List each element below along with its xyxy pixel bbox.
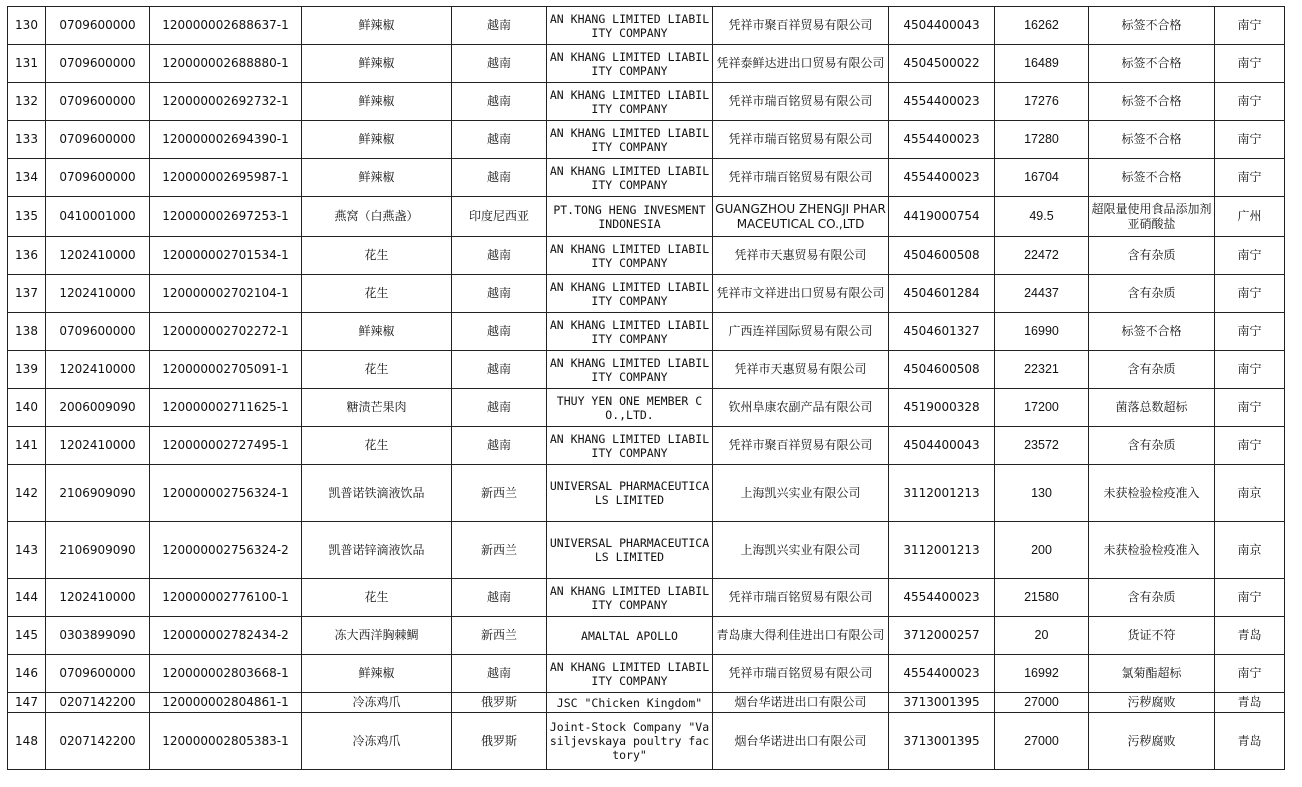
declaration-number-cell: 120000002702272-1: [150, 313, 302, 351]
importer-code-cell: 4504400043: [889, 7, 995, 45]
row-number-cell: 148: [8, 713, 46, 770]
product-name-cell: 花生: [302, 427, 452, 465]
row-number-cell: 142: [8, 465, 46, 522]
importer-name-cell: 凭祥市瑞百铭贸易有限公司: [713, 655, 889, 693]
origin-country-cell: 越南: [452, 579, 547, 617]
weight-cell: 23572: [995, 427, 1089, 465]
product-name-cell: 凯普诺铁滴液饮品: [302, 465, 452, 522]
reason-cell: 含有杂质: [1089, 275, 1215, 313]
importer-name-cell: 凭祥泰鲜达进出口贸易有限公司: [713, 45, 889, 83]
reason-cell: 含有杂质: [1089, 351, 1215, 389]
foreign-company-cell: AN KHANG LIMITED LIABILITY COMPANY: [547, 83, 713, 121]
reason-cell: 标签不合格: [1089, 121, 1215, 159]
product-name-cell: 花生: [302, 351, 452, 389]
port-cell: 南宁: [1215, 351, 1285, 389]
reason-cell: 未获检验检疫准入: [1089, 465, 1215, 522]
table-row: [8, 427, 1285, 465]
weight-cell: 20: [995, 617, 1089, 655]
weight-cell: 130: [995, 465, 1089, 522]
origin-country-cell: 越南: [452, 83, 547, 121]
origin-country-cell: 俄罗斯: [452, 713, 547, 770]
port-cell: 南京: [1215, 522, 1285, 579]
importer-name-cell: 青岛康大得利佳进出口有限公司: [713, 617, 889, 655]
reason-cell: 含有杂质: [1089, 237, 1215, 275]
weight-cell: 16992: [995, 655, 1089, 693]
product-name-cell: 花生: [302, 237, 452, 275]
importer-name-cell: 凭祥市瑞百铭贸易有限公司: [713, 83, 889, 121]
product-name-cell: 花生: [302, 579, 452, 617]
declaration-number-cell: 120000002688637-1: [150, 7, 302, 45]
origin-country-cell: 越南: [452, 237, 547, 275]
declaration-number-cell: 120000002727495-1: [150, 427, 302, 465]
origin-country-cell: 越南: [452, 121, 547, 159]
port-cell: 南宁: [1215, 427, 1285, 465]
port-cell: 南宁: [1215, 275, 1285, 313]
importer-code-cell: 3713001395: [889, 713, 995, 770]
row-number-cell: 145: [8, 617, 46, 655]
reason-cell: 污秽腐败: [1089, 713, 1215, 770]
table-row: [8, 655, 1285, 693]
foreign-company-cell: AN KHANG LIMITED LIABILITY COMPANY: [547, 655, 713, 693]
foreign-company-cell: JSC "Chicken Kingdom": [547, 693, 713, 713]
importer-code-cell: 4504600508: [889, 237, 995, 275]
hs-code-cell: 1202410000: [46, 351, 150, 389]
importer-name-cell: 凭祥市瑞百铭贸易有限公司: [713, 121, 889, 159]
product-name-cell: 糖渍芒果肉: [302, 389, 452, 427]
table-row: [8, 389, 1285, 427]
product-name-cell: 鲜辣椒: [302, 313, 452, 351]
weight-cell: 16489: [995, 45, 1089, 83]
port-cell: 南宁: [1215, 159, 1285, 197]
port-cell: 南京: [1215, 465, 1285, 522]
importer-name-cell: 凭祥市聚百祥贸易有限公司: [713, 7, 889, 45]
importer-code-cell: 3112001213: [889, 465, 995, 522]
importer-name-cell: 上海凯兴实业有限公司: [713, 465, 889, 522]
importer-code-cell: 4504500022: [889, 45, 995, 83]
port-cell: 南宁: [1215, 83, 1285, 121]
table-row: [8, 351, 1285, 389]
origin-country-cell: 印度尼西亚: [452, 197, 547, 237]
foreign-company-cell: AN KHANG LIMITED LIABILITY COMPANY: [547, 45, 713, 83]
product-name-cell: 凯普诺锌滴液饮品: [302, 522, 452, 579]
importer-name-cell: 凭祥市天惠贸易有限公司: [713, 237, 889, 275]
declaration-number-cell: 120000002776100-1: [150, 579, 302, 617]
reason-cell: 含有杂质: [1089, 427, 1215, 465]
port-cell: 南宁: [1215, 389, 1285, 427]
product-name-cell: 鲜辣椒: [302, 121, 452, 159]
weight-cell: 49.5: [995, 197, 1089, 237]
declaration-number-cell: 120000002756324-1: [150, 465, 302, 522]
importer-name-cell: 凭祥市瑞百铭贸易有限公司: [713, 579, 889, 617]
declaration-number-cell: 120000002692732-1: [150, 83, 302, 121]
hs-code-cell: 1202410000: [46, 275, 150, 313]
hs-code-cell: 0709600000: [46, 83, 150, 121]
foreign-company-cell: THUY YEN ONE MEMBER CO.,LTD.: [547, 389, 713, 427]
table-row: [8, 159, 1285, 197]
weight-cell: 16704: [995, 159, 1089, 197]
port-cell: 南宁: [1215, 121, 1285, 159]
reason-cell: 氯菊酯超标: [1089, 655, 1215, 693]
importer-code-cell: 3712000257: [889, 617, 995, 655]
importer-name-cell: 凭祥市聚百祥贸易有限公司: [713, 427, 889, 465]
declaration-number-cell: 120000002756324-2: [150, 522, 302, 579]
foreign-company-cell: AMALTAL APOLLO: [547, 617, 713, 655]
row-number-cell: 139: [8, 351, 46, 389]
declaration-number-cell: 120000002782434-2: [150, 617, 302, 655]
declaration-number-cell: 120000002697253-1: [150, 197, 302, 237]
foreign-company-cell: AN KHANG LIMITED LIABILITY COMPANY: [547, 275, 713, 313]
foreign-company-cell: AN KHANG LIMITED LIABILITY COMPANY: [547, 313, 713, 351]
product-name-cell: 燕窝（白燕盏）: [302, 197, 452, 237]
table-row: [8, 579, 1285, 617]
origin-country-cell: 越南: [452, 655, 547, 693]
origin-country-cell: 越南: [452, 351, 547, 389]
reason-cell: 未获检验检疫准入: [1089, 522, 1215, 579]
product-name-cell: 冷冻鸡爪: [302, 713, 452, 770]
importer-code-cell: 3713001395: [889, 693, 995, 713]
importer-name-cell: 凭祥市瑞百铭贸易有限公司: [713, 159, 889, 197]
importer-name-cell: 上海凯兴实业有限公司: [713, 522, 889, 579]
port-cell: 南宁: [1215, 237, 1285, 275]
reason-cell: 标签不合格: [1089, 313, 1215, 351]
origin-country-cell: 越南: [452, 275, 547, 313]
row-number-cell: 135: [8, 197, 46, 237]
hs-code-cell: 0709600000: [46, 121, 150, 159]
reason-cell: 标签不合格: [1089, 159, 1215, 197]
port-cell: 青岛: [1215, 693, 1285, 713]
hs-code-cell: 0709600000: [46, 313, 150, 351]
origin-country-cell: 越南: [452, 7, 547, 45]
row-number-cell: 144: [8, 579, 46, 617]
origin-country-cell: 越南: [452, 45, 547, 83]
port-cell: 青岛: [1215, 617, 1285, 655]
table-row: [8, 275, 1285, 313]
foreign-company-cell: AN KHANG LIMITED LIABILITY COMPANY: [547, 121, 713, 159]
row-number-cell: 130: [8, 7, 46, 45]
importer-code-cell: 4504601327: [889, 313, 995, 351]
row-number-cell: 134: [8, 159, 46, 197]
foreign-company-cell: AN KHANG LIMITED LIABILITY COMPANY: [547, 7, 713, 45]
foreign-company-cell: Joint-Stock Company "Vasiljevskaya poultry factory": [547, 713, 713, 770]
row-number-cell: 147: [8, 693, 46, 713]
origin-country-cell: 新西兰: [452, 522, 547, 579]
hs-code-cell: 0709600000: [46, 655, 150, 693]
hs-code-cell: 0207142200: [46, 713, 150, 770]
row-number-cell: 133: [8, 121, 46, 159]
product-name-cell: 鲜辣椒: [302, 655, 452, 693]
foreign-company-cell: PT.TONG HENG INVESMENT INDONESIA: [547, 197, 713, 237]
hs-code-cell: 0709600000: [46, 159, 150, 197]
row-number-cell: 146: [8, 655, 46, 693]
product-name-cell: 冷冻鸡爪: [302, 693, 452, 713]
row-number-cell: 138: [8, 313, 46, 351]
weight-cell: 16262: [995, 7, 1089, 45]
weight-cell: 27000: [995, 693, 1089, 713]
product-name-cell: 鲜辣椒: [302, 45, 452, 83]
declaration-number-cell: 120000002805383-1: [150, 713, 302, 770]
port-cell: 南宁: [1215, 45, 1285, 83]
importer-name-cell: GUANGZHOU ZHENGJI PHARMACEUTICAL CO.,LTD: [713, 197, 889, 237]
table-row: [8, 465, 1285, 522]
importer-code-cell: 4554400023: [889, 579, 995, 617]
declaration-number-cell: 120000002711625-1: [150, 389, 302, 427]
foreign-company-cell: UNIVERSAL PHARMACEUTICALS LIMITED: [547, 522, 713, 579]
reason-cell: 污秽腐败: [1089, 693, 1215, 713]
importer-code-cell: 4504400043: [889, 427, 995, 465]
declaration-number-cell: 120000002701534-1: [150, 237, 302, 275]
importer-name-cell: 钦州阜康农副产品有限公司: [713, 389, 889, 427]
product-name-cell: 花生: [302, 275, 452, 313]
foreign-company-cell: AN KHANG LIMITED LIABILITY COMPANY: [547, 159, 713, 197]
port-cell: 南宁: [1215, 7, 1285, 45]
declaration-number-cell: 120000002804861-1: [150, 693, 302, 713]
row-number-cell: 131: [8, 45, 46, 83]
reason-cell: 标签不合格: [1089, 7, 1215, 45]
importer-code-cell: 4504600508: [889, 351, 995, 389]
weight-cell: 16990: [995, 313, 1089, 351]
product-name-cell: 鲜辣椒: [302, 7, 452, 45]
foreign-company-cell: AN KHANG LIMITED LIABILITY COMPANY: [547, 237, 713, 275]
declaration-number-cell: 120000002688880-1: [150, 45, 302, 83]
importer-code-cell: 4554400023: [889, 159, 995, 197]
importer-code-cell: 4554400023: [889, 655, 995, 693]
origin-country-cell: 越南: [452, 389, 547, 427]
importer-name-cell: 凭祥市文祥进出口贸易有限公司: [713, 275, 889, 313]
table-row: [8, 522, 1285, 579]
weight-cell: 17276: [995, 83, 1089, 121]
weight-cell: 22472: [995, 237, 1089, 275]
importer-code-cell: 3112001213: [889, 522, 995, 579]
hs-code-cell: 2106909090: [46, 522, 150, 579]
port-cell: 广州: [1215, 197, 1285, 237]
importer-name-cell: 烟台华诺进出口有限公司: [713, 693, 889, 713]
row-number-cell: 140: [8, 389, 46, 427]
reason-cell: 标签不合格: [1089, 45, 1215, 83]
table-row: [8, 313, 1285, 351]
weight-cell: 21580: [995, 579, 1089, 617]
origin-country-cell: 越南: [452, 313, 547, 351]
declaration-number-cell: 120000002705091-1: [150, 351, 302, 389]
row-number-cell: 143: [8, 522, 46, 579]
declaration-number-cell: 120000002695987-1: [150, 159, 302, 197]
port-cell: 南宁: [1215, 579, 1285, 617]
weight-cell: 17200: [995, 389, 1089, 427]
declaration-number-cell: 120000002803668-1: [150, 655, 302, 693]
table-row: [8, 7, 1285, 45]
row-number-cell: 137: [8, 275, 46, 313]
reason-cell: 标签不合格: [1089, 83, 1215, 121]
hs-code-cell: 2106909090: [46, 465, 150, 522]
weight-cell: 17280: [995, 121, 1089, 159]
hs-code-cell: 0303899090: [46, 617, 150, 655]
weight-cell: 200: [995, 522, 1089, 579]
hs-code-cell: 0207142200: [46, 693, 150, 713]
foreign-company-cell: AN KHANG LIMITED LIABILITY COMPANY: [547, 579, 713, 617]
hs-code-cell: 0709600000: [46, 7, 150, 45]
table-row: [8, 713, 1285, 770]
hs-code-cell: 2006009090: [46, 389, 150, 427]
product-name-cell: 鲜辣椒: [302, 83, 452, 121]
importer-name-cell: 广西连祥国际贸易有限公司: [713, 313, 889, 351]
weight-cell: 22321: [995, 351, 1089, 389]
importer-code-cell: 4504601284: [889, 275, 995, 313]
table-body: [8, 7, 1285, 770]
hs-code-cell: 0410001000: [46, 197, 150, 237]
port-cell: 南宁: [1215, 655, 1285, 693]
origin-country-cell: 俄罗斯: [452, 693, 547, 713]
row-number-cell: 141: [8, 427, 46, 465]
table-row: [8, 693, 1285, 713]
table-row: [8, 237, 1285, 275]
table-row: [8, 45, 1285, 83]
weight-cell: 24437: [995, 275, 1089, 313]
port-cell: 青岛: [1215, 713, 1285, 770]
hs-code-cell: 1202410000: [46, 427, 150, 465]
reason-cell: 超限量使用食品添加剂亚硝酸盐: [1089, 197, 1215, 237]
table-row: [8, 197, 1285, 237]
table-row: [8, 121, 1285, 159]
reason-cell: 含有杂质: [1089, 579, 1215, 617]
hs-code-cell: 1202410000: [46, 237, 150, 275]
table-row: [8, 617, 1285, 655]
declaration-number-cell: 120000002694390-1: [150, 121, 302, 159]
importer-name-cell: 凭祥市天惠贸易有限公司: [713, 351, 889, 389]
reason-cell: 菌落总数超标: [1089, 389, 1215, 427]
product-name-cell: 鲜辣椒: [302, 159, 452, 197]
importer-code-cell: 4554400023: [889, 121, 995, 159]
row-number-cell: 136: [8, 237, 46, 275]
product-name-cell: 冻大西洋胸棘鲷: [302, 617, 452, 655]
record-table: [7, 6, 1285, 770]
importer-name-cell: 烟台华诺进出口有限公司: [713, 713, 889, 770]
origin-country-cell: 新西兰: [452, 465, 547, 522]
foreign-company-cell: AN KHANG LIMITED LIABILITY COMPANY: [547, 427, 713, 465]
origin-country-cell: 越南: [452, 427, 547, 465]
row-number-cell: 132: [8, 83, 46, 121]
port-cell: 南宁: [1215, 313, 1285, 351]
hs-code-cell: 1202410000: [46, 579, 150, 617]
foreign-company-cell: AN KHANG LIMITED LIABILITY COMPANY: [547, 351, 713, 389]
hs-code-cell: 0709600000: [46, 45, 150, 83]
declaration-number-cell: 120000002702104-1: [150, 275, 302, 313]
origin-country-cell: 新西兰: [452, 617, 547, 655]
importer-code-cell: 4554400023: [889, 83, 995, 121]
origin-country-cell: 越南: [452, 159, 547, 197]
importer-code-cell: 4519000328: [889, 389, 995, 427]
weight-cell: 27000: [995, 713, 1089, 770]
reason-cell: 货证不符: [1089, 617, 1215, 655]
importer-code-cell: 4419000754: [889, 197, 995, 237]
table-row: [8, 83, 1285, 121]
foreign-company-cell: UNIVERSAL PHARMACEUTICALS LIMITED: [547, 465, 713, 522]
